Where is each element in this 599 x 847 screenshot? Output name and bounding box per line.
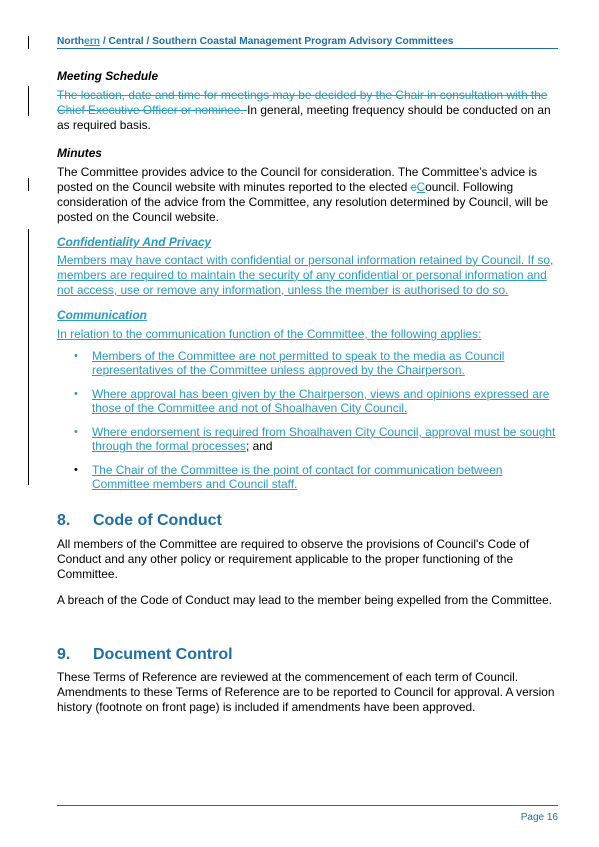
deleted-letter: c <box>410 180 417 194</box>
code-of-conduct-paragraph-2: A breach of the Code of Conduct may lead to the member being expelled from the Committee. <box>57 593 553 607</box>
section-8-heading <box>57 512 222 530</box>
list-item <box>57 425 559 453</box>
bullet-text: The Chair of the Committee is the point of contact for communication between Committee members and Council staff. <box>92 463 503 491</box>
section-title: Code of Conduct <box>93 512 222 529</box>
confidentiality-heading: Confidentiality And Privacy <box>57 235 212 249</box>
bullet-tail: ; and <box>246 439 273 453</box>
bullet-icon: • <box>74 426 78 438</box>
document-control-paragraph: These Terms of Reference are reviewed at the commencement of each term of Council. Amendments to these Terms of Reference are to be reported to Council for approval. A version history (footnote on front page) is included if amendments have been approved. <box>57 670 555 714</box>
header-rule <box>57 48 558 49</box>
header-part-3: / Central / Southern Coastal Management Program Advisory Committees <box>100 36 454 47</box>
section-title: Document Control <box>93 646 233 663</box>
change-bar <box>28 86 29 116</box>
confidentiality-paragraph: Members may have contact with confidential or personal information retained by Council. If so, members are required to maintain the security of any confidential or personal information and not access, use or remove any information, unless the member is authorised to do so. <box>57 253 554 297</box>
minutes-text-2: ouncil. Following consideration of the advice from the Committee, any resolution determined by Council, will be posted on the Council website. <box>57 180 549 224</box>
bullet-text: Where endorsement is required from Shoalhaven City Council, approval must be sought through the formal processes <box>92 425 556 453</box>
list-item <box>57 463 559 491</box>
section-number: 8. <box>57 512 71 529</box>
list-item <box>57 349 559 377</box>
meeting-schedule-paragraph <box>57 88 559 133</box>
bullet-icon: • <box>74 388 78 400</box>
page-number: Page 16 <box>520 812 558 823</box>
minutes-text-1: The Committee provides advice to the Council for consideration. The Committee’s advice is posted on the Council website with minutes reported to the elected <box>57 165 538 194</box>
bullet-icon: • <box>74 350 78 362</box>
section-number: 9. <box>57 646 71 663</box>
bullet-icon: • <box>74 464 78 476</box>
deleted-text: The location, date and time for meetings may be decided by the Chair in consultation with the Chief Executive Officer or nominee. <box>57 88 548 117</box>
bullet-text: Where approval has been given by the Chairperson, views and opinions expressed are those of the Committee and not of Shoalhaven City Council. <box>92 387 550 415</box>
change-bar <box>28 229 29 485</box>
meeting-text: In general, meeting frequency should be conducted on an as required basis. <box>57 103 551 132</box>
communication-heading: Communication <box>57 308 147 322</box>
minutes-paragraph <box>57 165 559 225</box>
meeting-schedule-heading: Meeting Schedule <box>57 69 159 83</box>
header-part-1: North <box>57 36 85 47</box>
header-inserted-text: ern <box>84 36 101 47</box>
inserted-letter: C <box>416 180 426 194</box>
list-item <box>57 387 559 415</box>
code-of-conduct-paragraph-1: All members of the Committee are required to observe the provisions of Council's Code of Conduct and any other policy or requirement applicable to the proper functioning of the Committee. <box>57 537 530 581</box>
communication-intro: In relation to the communication function of the Committee, the following applies: <box>57 327 482 341</box>
change-bar <box>28 178 29 191</box>
footer-rule <box>57 805 558 806</box>
communication-bullet-list <box>57 349 559 501</box>
minutes-heading: Minutes <box>57 146 102 160</box>
change-bar <box>28 36 29 49</box>
bullet-text: Members of the Committee are not permitted to speak to the media as Council representatives of the Committee unless approved by the Chairperson. <box>92 349 505 377</box>
section-9-heading <box>57 646 233 664</box>
